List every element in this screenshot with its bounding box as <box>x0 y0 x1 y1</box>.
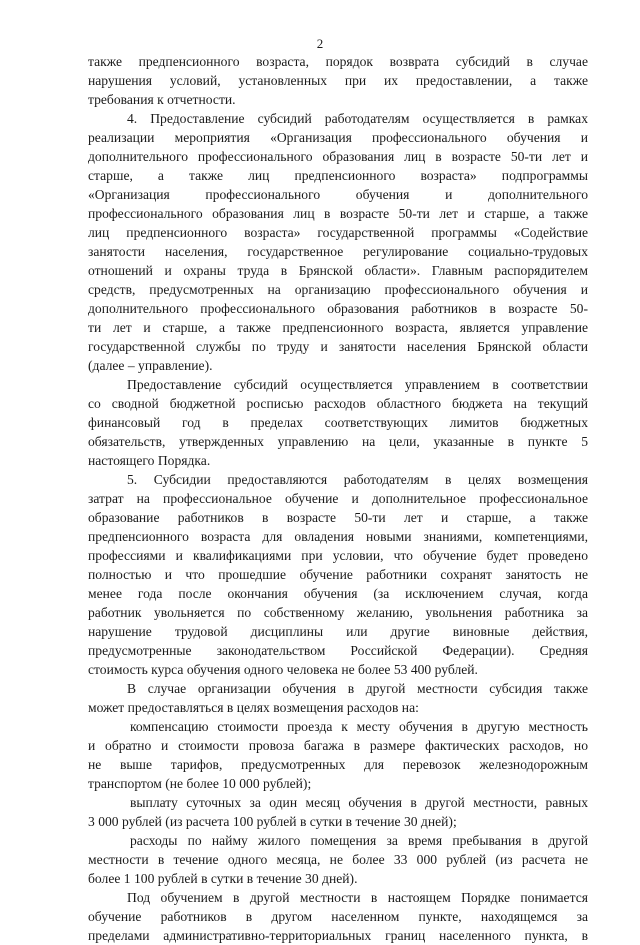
text-line: может предоставляться в целях возмещения расходов на: <box>88 700 419 715</box>
text-line: и обратно и стоимости провоза багажа в размере фактических расходов, но <box>88 738 588 753</box>
text-line: дополнительного профессионального образования лиц в возрасте 50-ти лет и <box>88 149 588 164</box>
text-line: 4. Предоставление субсидий работодателям осуществляется в рамках <box>127 111 588 126</box>
text-line: ти лет и старше, а также предпенсионного возраста, является управление <box>88 320 588 335</box>
text-line: компенсацию стоимости проезда к месту обучения в другую местность <box>130 719 588 734</box>
text-line: старше, а также лиц предпенсионного возраста» подпрограммы <box>88 168 588 183</box>
text-line: нарушение трудовой дисциплины или другие виновные действия, <box>88 624 588 639</box>
text-line: 5. Субсидии предоставляются работодателям в целях возмещения <box>127 472 588 487</box>
text-line: также предпенсионного возраста, порядок возврата субсидий в случае <box>88 54 588 69</box>
text-line: обучение работников в другом населенном пункте, находящемся за <box>88 909 588 924</box>
text-line: предпенсионного возраста для овладения новыми знаниями, компетенциями, <box>88 529 588 544</box>
text-line: дополнительного профессионального образования работников в возрасте 50- <box>88 301 588 316</box>
text-line: финансовый год в пределах соответствующих лимитов бюджетных <box>88 415 588 430</box>
document-body <box>88 52 588 945</box>
text-line: работник увольняется по собственному желанию, увольнения работника за <box>88 605 588 620</box>
text-line: транспортом (не более 10 000 рублей); <box>88 776 312 791</box>
text-line: реализации мероприятия «Организация профессионального обучения и <box>88 130 588 145</box>
text-line: со сводной бюджетной росписью расходов областного бюджета на текущий <box>88 396 588 411</box>
text-line: занятости населения, государственное регулирование социально-трудовых <box>88 244 588 259</box>
text-line: настоящего Порядка. <box>88 453 211 468</box>
text-line: менее года после окончания обучения (за исключением случая, когда <box>88 586 588 601</box>
text-line: затрат на профессиональное обучение и дополнительное профессиональное <box>88 491 588 506</box>
text-line: местности в течение одного месяца, не более 33 000 рублей (из расчета не <box>88 852 588 867</box>
text-line: 3 000 рублей (из расчета 100 рублей в сутки в течение 30 дней); <box>88 814 457 829</box>
text-line: лиц предпенсионного возраста» государственной программы «Содействие <box>88 225 588 240</box>
text-line: Под обучением в другой местности в настоящем Порядке понимается <box>127 890 588 905</box>
text-line: «Организация профессионального обучения и дополнительного <box>88 187 588 202</box>
text-line: предусмотренные законодательством Российской Федерации). Средняя <box>88 643 588 658</box>
text-line: отношений и охраны труда в Брянской области». Главным распорядителем <box>88 263 588 278</box>
text-line: нарушения условий, установленных при их предоставлении, а также <box>88 73 588 88</box>
text-line: государственной службы по труду и занятости населения Брянской области <box>88 339 588 354</box>
text-line: требования к отчетности. <box>88 92 236 107</box>
text-line: обязательств, утвержденных управлению на цели, указанные в пункте 5 <box>88 434 588 449</box>
text-line: образование работников в возрасте 50-ти лет и старше, а также <box>88 510 588 525</box>
text-line: профессиями и квалификациями при условии, что обучение будет проведено <box>88 548 588 563</box>
text-line: (далее – управление). <box>88 358 213 373</box>
text-line: полностью и что прошедшие обучение работники сохранят занятость не <box>88 567 588 582</box>
text-line: более 1 100 рублей в сутки в течение 30 дней). <box>88 871 358 886</box>
text-line: не выше тарифов, предусмотренных для перевозок железнодорожным <box>88 757 588 772</box>
text-line: выплату суточных за один месяц обучения в другой местности, равных <box>130 795 588 810</box>
page-number: 2 <box>316 36 324 51</box>
text-line: средств, предусмотренных на организацию профессионального обучения и <box>88 282 588 297</box>
text-line: В случае организации обучения в другой местности субсидия также <box>127 681 588 696</box>
text-line: пределами административно-территориальных границ населенного пункта, в <box>88 928 588 943</box>
text-line: профессионального образования лиц в возрасте 50-ти лет и старше, а также <box>88 206 588 221</box>
text-line: стоимость курса обучения одного человека не более 53 400 рублей. <box>88 662 478 677</box>
text-line: расходы по найму жилого помещения за время пребывания в другой <box>130 833 588 848</box>
text-line: Предоставление субсидий осуществляется управлением в соответствии <box>127 377 588 392</box>
